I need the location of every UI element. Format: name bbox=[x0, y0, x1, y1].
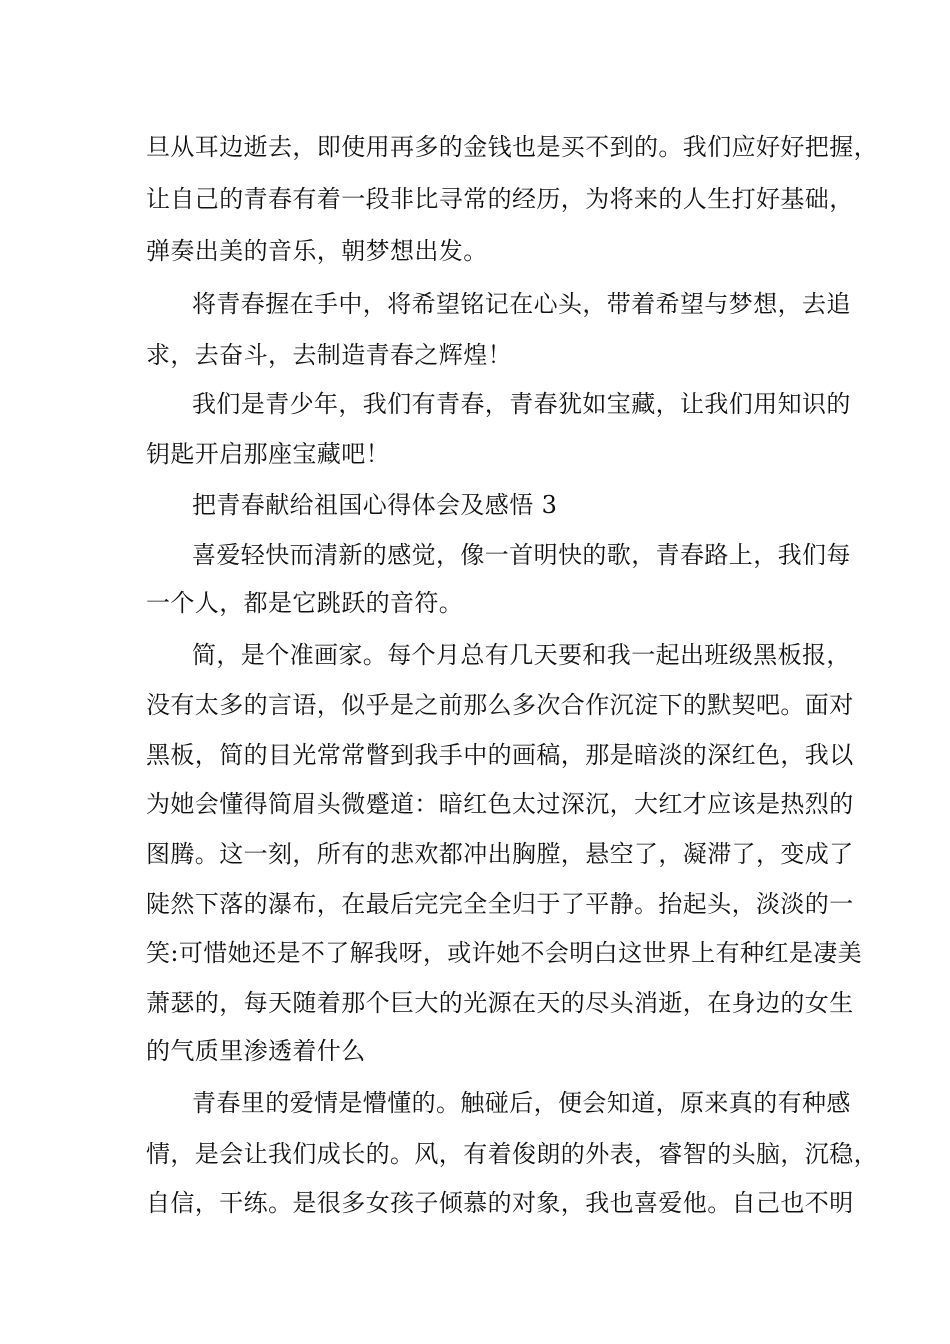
paragraph-1-line-2: 让自己的青春有着一段非比寻常的经历，为将来的人生打好基础， bbox=[146, 185, 854, 213]
paragraph-6-line-6: 陡然下落的瀑布，在最后完完全全归于了平静。抬起头，淡淡的一 bbox=[146, 890, 854, 918]
paragraph-6-line-7: 笑:可惜她还是不了解我呀，或许她不会明白这世界上有种红是凄美 bbox=[146, 939, 863, 967]
paragraph-5-line-1: 喜爱轻快而清新的感觉，像一首明快的歌，青春路上，我们每 bbox=[192, 541, 851, 569]
paragraph-6-line-4: 为她会懂得简眉头微蹙道：暗红色太过深沉，大红才应该是热烈的 bbox=[146, 790, 854, 818]
paragraph-6-line-3: 黑板，简的目光常常瞥到我手中的画稿，那是暗淡的深红色，我以 bbox=[146, 741, 854, 769]
paragraph-6-line-5: 图腾。这一刻，所有的悲欢都冲出胸膛，悬空了，凝滞了，变成了 bbox=[146, 840, 854, 868]
paragraph-2-line-1: 将青春握在手中，将希望铭记在心头，带着希望与梦想，去追 bbox=[192, 290, 851, 318]
paragraph-6-line-1: 简，是个准画家。每个月总有几天要和我一起出班级黑板报， bbox=[192, 641, 851, 669]
paragraph-1-line-1: 旦从耳边逝去，即使用再多的金钱也是买不到的。我们应好好把握， bbox=[146, 133, 878, 161]
paragraph-2-line-2: 求，去奋斗，去制造青春之辉煌！ bbox=[146, 341, 512, 369]
section-heading: 把青春献给祖国心得体会及感悟 3 bbox=[192, 491, 558, 519]
paragraph-7-line-3: 自信，干练。是很多女孩子倾慕的对象，我也喜爱他。自己也不明 bbox=[146, 1189, 854, 1217]
paragraph-6-line-9: 的气质里渗透着什么 bbox=[146, 1037, 366, 1065]
paragraph-3-line-2: 钥匙开启那座宝藏吧！ bbox=[146, 440, 390, 468]
paragraph-5-line-2: 一个人，都是它跳跃的音符。 bbox=[146, 589, 464, 617]
paragraph-6-line-2: 没有太多的言语，似乎是之前那么多次合作沉淀下的默契吧。面对 bbox=[146, 691, 854, 719]
paragraph-7-line-2: 情，是会让我们成长的。风，有着俊朗的外表，睿智的头脑，沉稳， bbox=[146, 1140, 878, 1168]
paragraph-7-line-1: 青春里的爱情是懵懂的。触碰后，便会知道，原来真的有种感 bbox=[192, 1089, 851, 1117]
paragraph-6-line-8: 萧瑟的，每天随着那个巨大的光源在天的尽头消逝，在身边的女生 bbox=[146, 989, 854, 1017]
paragraph-1-line-3: 弹奏出美的音乐，朝梦想出发。 bbox=[146, 237, 488, 265]
paragraph-3-line-1: 我们是青少年，我们有青春，青春犹如宝藏，让我们用知识的 bbox=[192, 390, 851, 418]
